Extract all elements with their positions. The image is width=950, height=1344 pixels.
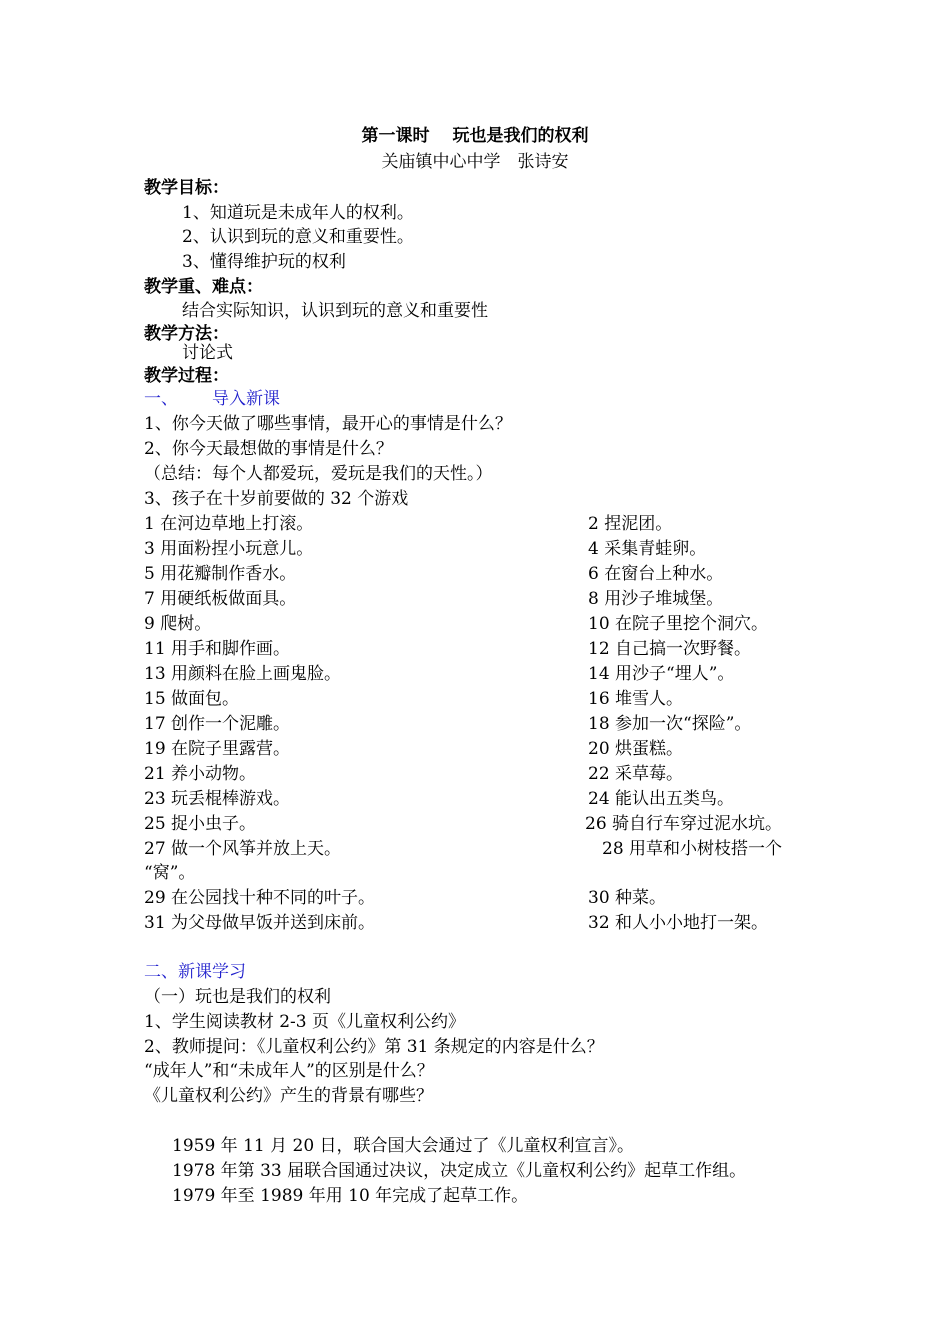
- game-item: 29 在公园找十种不同的叶子。: [144, 888, 376, 908]
- objectives-heading: 教学目标：: [144, 178, 229, 198]
- games-intro: 3、孩子在十岁前要做的 32 个游戏: [144, 489, 409, 509]
- game-item: 3 用面粉捏小玩意儿。: [144, 539, 314, 559]
- game-item: 7 用硬纸板做面具。: [144, 589, 297, 609]
- game-item: 19 在院子里露营。: [144, 739, 291, 759]
- game-item: 6 在窗台上种水。: [588, 564, 724, 584]
- game-item: 14 用沙子“埋人”。: [588, 664, 735, 684]
- history-line: 1978 年第 33 届联合国通过决议，决定成立《儿童权利公约》起草工作组。: [172, 1161, 747, 1181]
- game-item: 25 捉小虫子。: [144, 814, 257, 834]
- game-item: 23 玩丢棍棒游戏。: [144, 789, 291, 809]
- game-item: 18 参加一次“探险”。: [588, 714, 752, 734]
- game-item: 32 和人小小地打一架。: [588, 913, 769, 933]
- method-text: 讨论式: [182, 343, 233, 363]
- objective-item: 3、懂得维护玩的权利: [182, 252, 346, 272]
- game-item: 8 用沙子堆城堡。: [588, 589, 724, 609]
- section2-heading: 二、新课学习: [144, 962, 246, 982]
- key-points-text: 结合实际知识，认识到玩的意义和重要性: [182, 301, 488, 321]
- game-item: 4 采集青蛙卵。: [588, 539, 707, 559]
- section2-line: 2、教师提问：《儿童权利公约》第 31 条规定的内容是什么？: [144, 1037, 604, 1057]
- objective-item: 2、认识到玩的意义和重要性。: [182, 227, 414, 247]
- game-item: 24 能认出五类鸟。: [588, 789, 735, 809]
- game-item: 26 骑自行车穿过泥水坑。: [585, 814, 783, 834]
- history-line: 1959 年 11 月 20 日，联合国大会通过了《儿童权利宣言》。: [172, 1136, 635, 1156]
- game-item: 2 捏泥团。: [588, 514, 673, 534]
- history-line: 1979 年至 1989 年用 10 年完成了起草工作。: [172, 1186, 529, 1206]
- game-item: 22 采草莓。: [588, 764, 684, 784]
- section2-line: （一）玩也是我们的权利: [144, 987, 331, 1007]
- game-item: 10 在院子里挖个洞穴。: [588, 614, 769, 634]
- game-wrap-line: “窝”。: [144, 863, 196, 883]
- method-heading: 教学方法：: [144, 324, 229, 344]
- objective-item: 1、知道玩是未成年人的权利。: [182, 203, 414, 223]
- game-item: 21 养小动物。: [144, 764, 257, 784]
- author: 关庙镇中心中学 张诗安: [381, 152, 569, 172]
- intro-question: 2、你今天最想做的事情是什么？: [144, 439, 393, 459]
- game-item: 20 烘蛋糕。: [588, 739, 684, 759]
- game-item: 30 种菜。: [588, 888, 667, 908]
- game-item: 5 用花瓣制作香水。: [144, 564, 297, 584]
- section2-line: 《儿童权利公约》产生的背景有哪些？: [144, 1086, 433, 1106]
- section2-line: 1、学生阅读教材 2-3 页《儿童权利公约》: [144, 1012, 465, 1032]
- game-item: 15 做面包。: [144, 689, 240, 709]
- section1-number: 一、: [144, 389, 178, 409]
- intro-question: 1、你今天做了哪些事情，最开心的事情是什么？: [144, 414, 512, 434]
- game-item: 12 自己搞一次野餐。: [588, 639, 752, 659]
- game-item: 16 堆雪人。: [588, 689, 684, 709]
- process-heading: 教学过程：: [144, 366, 229, 386]
- section2-line: “成年人”和“未成年人”的区别是什么？: [144, 1061, 434, 1081]
- lesson-title: 第一课时 玩也是我们的权利: [361, 126, 589, 146]
- section1-title: 导入新课: [212, 389, 280, 409]
- key-points-heading: 教学重、难点：: [144, 277, 263, 297]
- game-item: 9 爬树。: [144, 614, 212, 634]
- game-item: 27 做一个风筝并放上天。: [144, 839, 342, 859]
- game-item: 28 用草和小树枝搭一个: [602, 839, 783, 859]
- game-item: 31 为父母做早饭并送到床前。: [144, 913, 376, 933]
- intro-summary: （总结：每个人都爱玩，爱玩是我们的天性。）: [144, 464, 493, 484]
- game-item: 17 创作一个泥雕。: [144, 714, 291, 734]
- game-item: 11 用手和脚作画。: [144, 639, 291, 659]
- game-item: 13 用颜料在脸上画鬼脸。: [144, 664, 342, 684]
- game-item: 1 在河边草地上打滚。: [144, 514, 314, 534]
